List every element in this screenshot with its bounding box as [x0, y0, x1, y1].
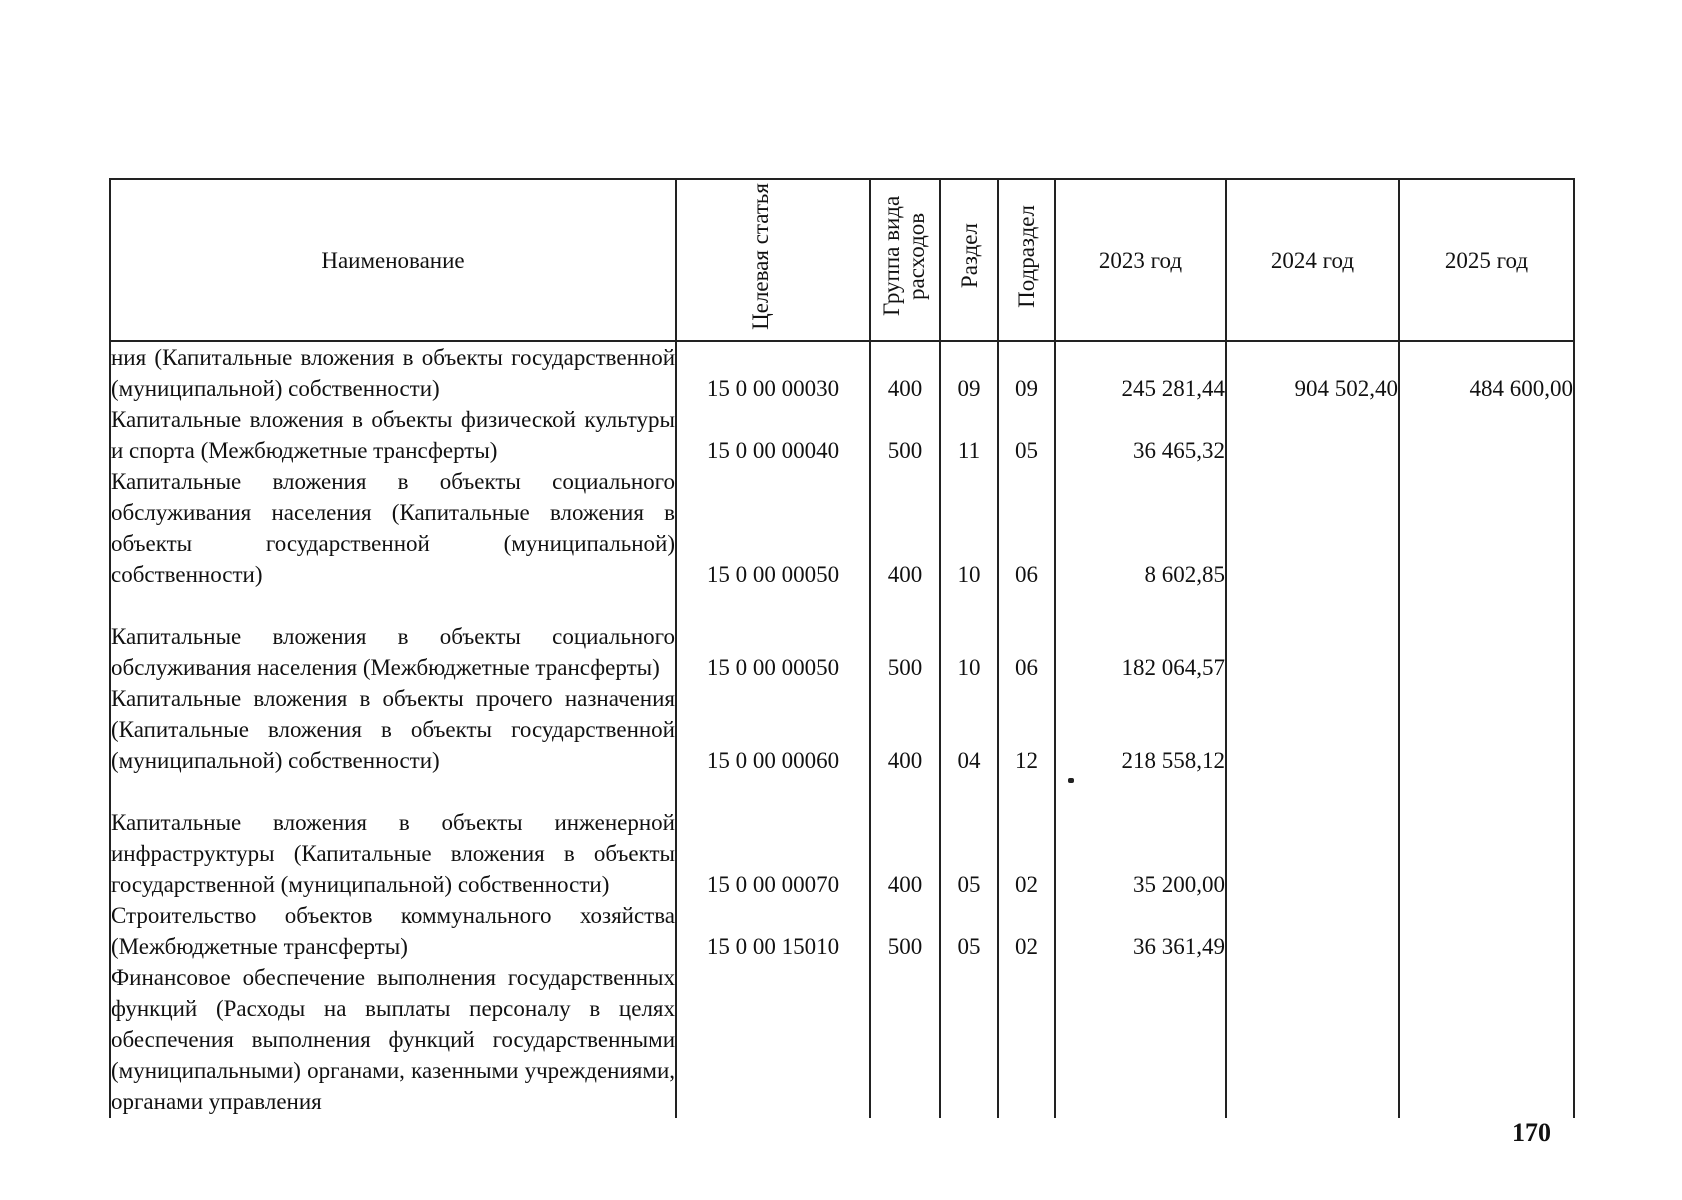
row-2024	[1226, 466, 1399, 590]
header-2025: 2025 год	[1399, 179, 1574, 341]
row-section: 05	[940, 900, 998, 962]
table-row	[110, 404, 1574, 466]
row-expense-group: 500	[870, 404, 940, 466]
row-2025	[1399, 683, 1574, 776]
row-expense-group	[870, 962, 940, 1118]
row-section: 10	[940, 466, 998, 590]
row-2023: 8 602,85	[1055, 466, 1226, 590]
row-name: Капитальные вложения в объекты прочего назначения (Капитальные вложения в объекты государственной (муниципальной) собственности)	[110, 683, 676, 776]
row-2024	[1226, 683, 1399, 776]
row-subsection	[998, 962, 1055, 1118]
row-name: Капитальные вложения в объекты инженерной инфраструктуры (Капитальные вложения в объекты государственной (муниципальной) собственности)	[110, 776, 676, 900]
row-expense-group: 400	[870, 341, 940, 404]
table-row	[110, 776, 1574, 900]
header-target-article: Целевая статья	[676, 179, 870, 341]
row-target-article: 15 0 00 00040	[676, 404, 870, 466]
table-row	[110, 341, 1574, 404]
row-2023: 36 361,49	[1055, 900, 1226, 962]
row-name: Финансовое обеспечение выполнения государственных функций (Расходы на выплаты персоналу в целях обеспечения выполнения функций государственными (муниципальными) органами, казенными учреждениями, органами управления	[110, 962, 676, 1118]
table-row	[110, 590, 1574, 683]
header-2023: 2023 год	[1055, 179, 1226, 341]
row-expense-group: 500	[870, 900, 940, 962]
row-2023	[1055, 962, 1226, 1118]
row-2024	[1226, 776, 1399, 900]
row-section: 04	[940, 683, 998, 776]
budget-table	[109, 178, 1575, 1118]
row-2023: 245 281,44	[1055, 341, 1226, 404]
header-subsection: Подраздел	[998, 179, 1055, 341]
row-2024: 904 502,40	[1226, 341, 1399, 404]
row-2024	[1226, 404, 1399, 466]
header-section: Раздел	[940, 179, 998, 341]
row-expense-group: 400	[870, 683, 940, 776]
table-row	[110, 466, 1574, 590]
row-expense-group: 400	[870, 466, 940, 590]
header-2024: 2024 год	[1226, 179, 1399, 341]
row-2025	[1399, 466, 1574, 590]
row-target-article: 15 0 00 15010	[676, 900, 870, 962]
row-name: Капитальные вложения в объекты физической культуры и спорта (Межбюджетные трансферты)	[110, 404, 676, 466]
row-name: ния (Капитальные вложения в объекты государственной (муниципальной) собственности)	[110, 341, 676, 404]
row-target-article	[676, 962, 870, 1118]
row-name: Капитальные вложения в объекты социального обслуживания населения (Межбюджетные трансферты)	[110, 590, 676, 683]
row-subsection: 12	[998, 683, 1055, 776]
row-2023: 182 064,57	[1055, 590, 1226, 683]
scan-speck	[1068, 778, 1074, 783]
row-section: 05	[940, 776, 998, 900]
row-section: 11	[940, 404, 998, 466]
row-name: Строительство объектов коммунального хозяйства (Межбюджетные трансферты)	[110, 900, 676, 962]
row-subsection: 06	[998, 466, 1055, 590]
row-section	[940, 962, 998, 1118]
row-subsection: 02	[998, 900, 1055, 962]
header-name: Наименование	[110, 179, 676, 341]
row-target-article: 15 0 00 00060	[676, 683, 870, 776]
row-2023: 35 200,00	[1055, 776, 1226, 900]
page-number: 170	[1512, 1118, 1551, 1147]
row-name: Капитальные вложения в объекты социального обслуживания населения (Капитальные вложения в объекты государственной (муниципальной) собственности)	[110, 466, 676, 590]
row-target-article: 15 0 00 00070	[676, 776, 870, 900]
row-section: 10	[940, 590, 998, 683]
row-2025	[1399, 404, 1574, 466]
row-2024	[1226, 590, 1399, 683]
header-expense-group: Группа вида расходов	[870, 179, 940, 341]
row-2023: 36 465,32	[1055, 404, 1226, 466]
table-row	[110, 900, 1574, 962]
row-target-article: 15 0 00 00050	[676, 590, 870, 683]
row-subsection: 02	[998, 776, 1055, 900]
row-expense-group: 500	[870, 590, 940, 683]
row-2024	[1226, 962, 1399, 1118]
row-section: 09	[940, 341, 998, 404]
row-2025	[1399, 590, 1574, 683]
table-row	[110, 683, 1574, 776]
row-target-article: 15 0 00 00030	[676, 341, 870, 404]
row-2025	[1399, 962, 1574, 1118]
row-2023: 218 558,12	[1055, 683, 1226, 776]
row-target-article: 15 0 00 00050	[676, 466, 870, 590]
row-subsection: 05	[998, 404, 1055, 466]
row-subsection: 09	[998, 341, 1055, 404]
row-2025	[1399, 900, 1574, 962]
table-header-row	[110, 179, 1574, 341]
row-2025: 484 600,00	[1399, 341, 1574, 404]
row-expense-group: 400	[870, 776, 940, 900]
row-2025	[1399, 776, 1574, 900]
row-subsection: 06	[998, 590, 1055, 683]
table-row	[110, 962, 1574, 1118]
row-2024	[1226, 900, 1399, 962]
